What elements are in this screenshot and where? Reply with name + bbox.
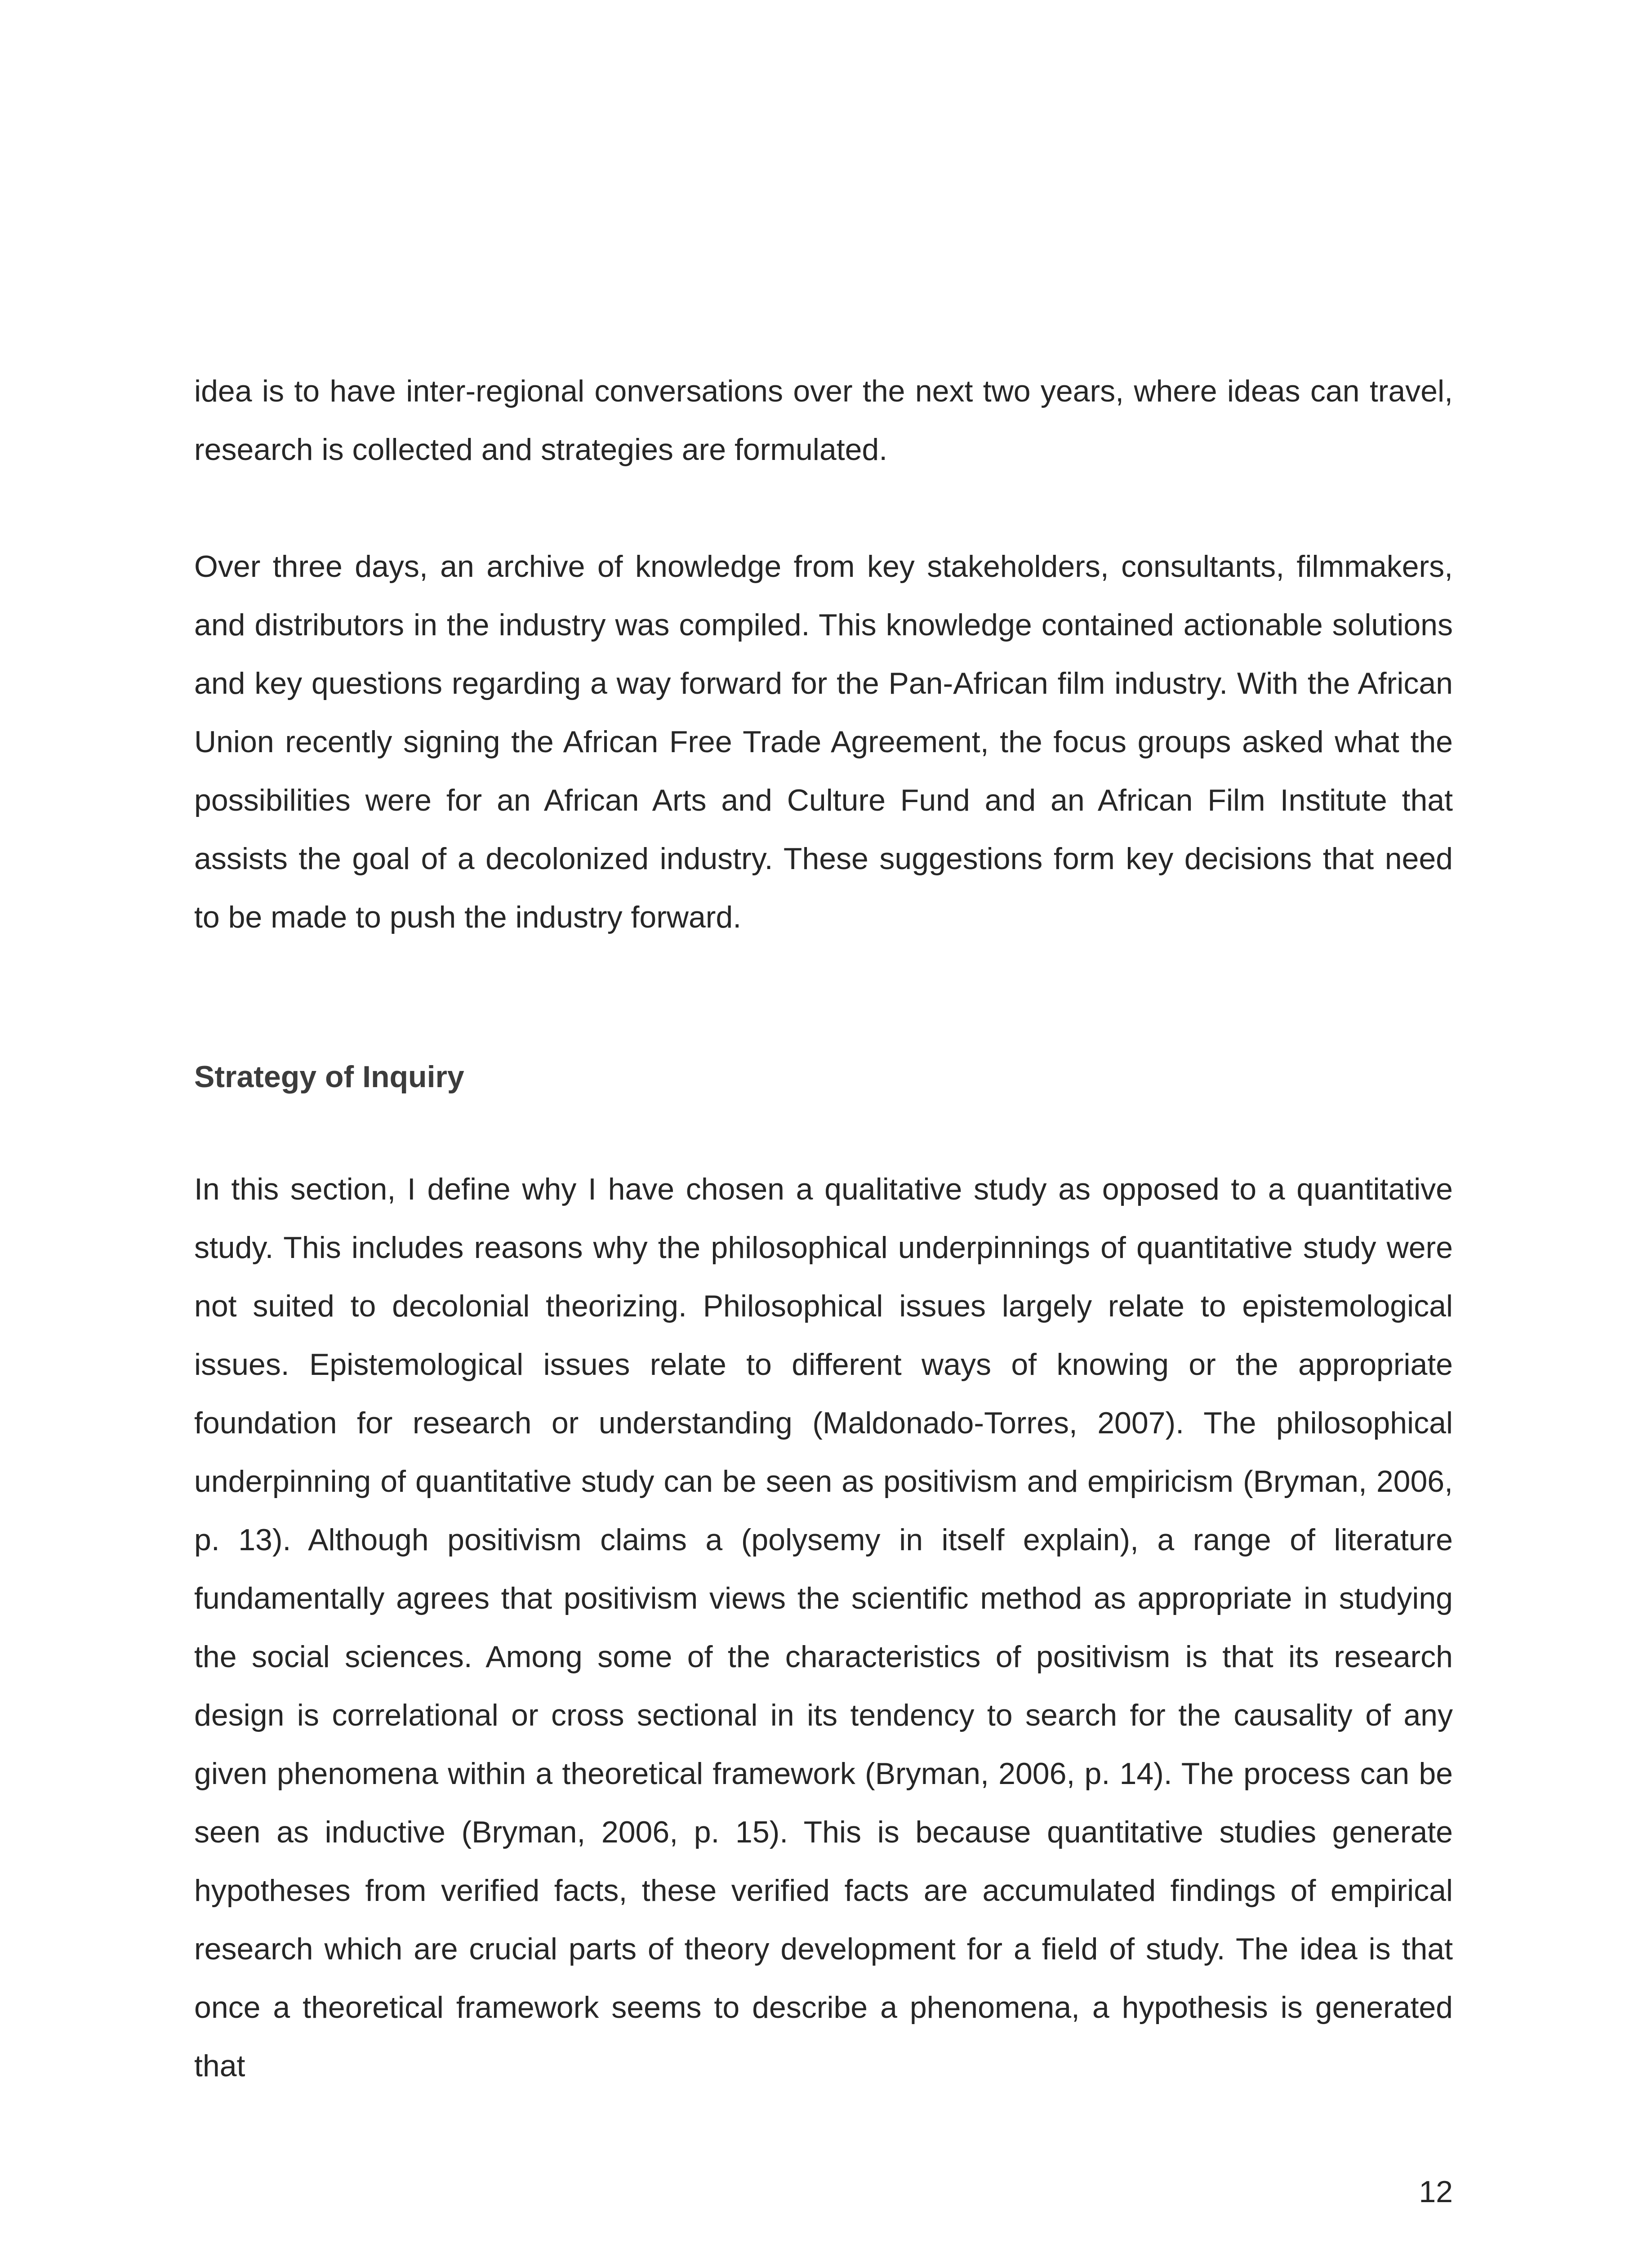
section-heading-strategy-of-inquiry: Strategy of Inquiry bbox=[194, 1060, 464, 1094]
page-number: 12 bbox=[1419, 2175, 1453, 2209]
paragraph-intro-continuation: idea is to have inter-regional conversations over the next two years, where ideas can travel, research is collected and strategies are formulated. bbox=[194, 374, 1453, 467]
paragraph-archive-of-knowledge: Over three days, an archive of knowledge from key stakeholders, consultants, filmmakers, and distributors in the industry was compiled. This knowledge contained actionable solutions and key questions regarding a way forward for the Pan-African film industry. With the African Union recently signing the African Free Trade Agreement, the focus groups asked what the possibilities were for an African Arts and Culture Fund and an African Film Institute that assists the goal of a decolonized industry. These suggestions form key decisions that need to be made to push the industry forward. bbox=[194, 549, 1453, 934]
paragraph-strategy-of-inquiry: In this section, I define why I have chosen a qualitative study as opposed to a quantitative study. This includes reasons why the philosophical underpinnings of quantitative study were not suited to decolonial theorizing. Philosophical issues largely relate to epistemological issues. Epistemological issues relate to different ways of knowing or the appropriate foundation for research or understanding (Maldonado-Torres, 2007). The philosophical underpinning of quantitative study can be seen as positivism and empiricism (Bryman, 2006, p. 13). Although positivism claims a (polysemy in itself explain), a range of literature fundamentally agrees that positivism views the scientific method as appropriate in studying the social sciences. Among some of the characteristics of positivism is that its research design is correlational or cross sectional in its tendency to search for the causality of any given phenomena within a theoretical framework (Bryman, 2006, p. 14). The process can be seen as inductive (Bryman, 2006, p. 15). This is because quantitative studies generate hypotheses from verified facts, these verified facts are accumulated findings of empirical research which are crucial parts of theory development for a field of study. The idea is that once a theoretical framework seems to describe a phenomena, a hypothesis is generated that bbox=[194, 1172, 1453, 2083]
